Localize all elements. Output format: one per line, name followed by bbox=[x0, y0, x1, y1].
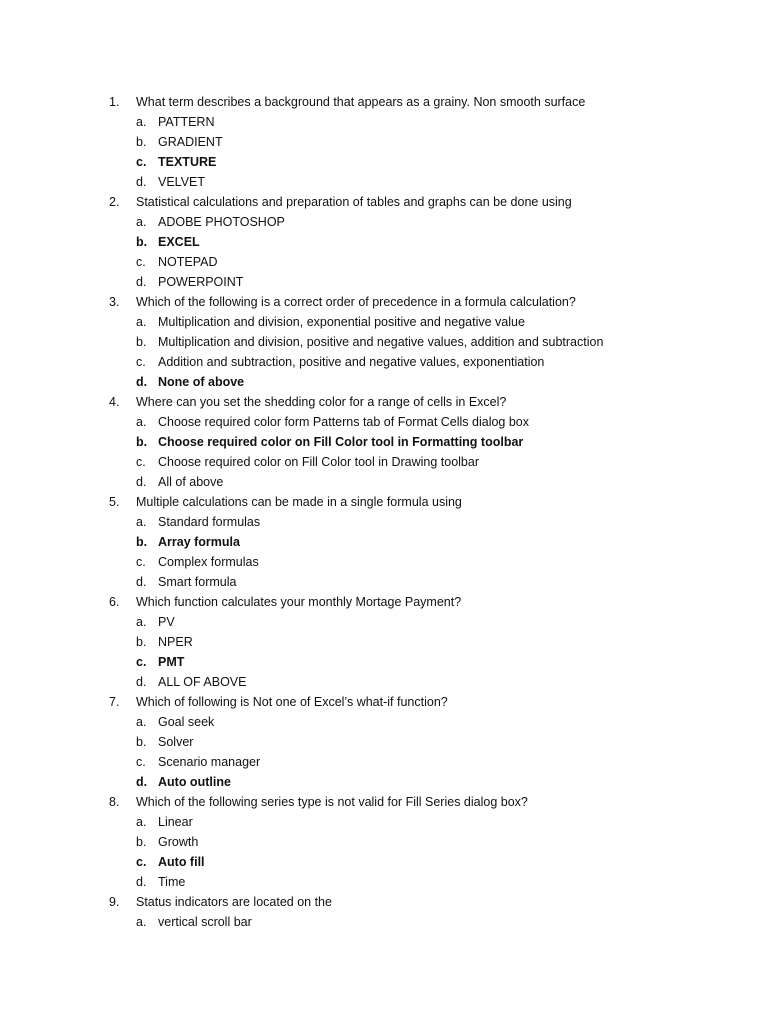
answer-option bbox=[0, 852, 768, 872]
option-text: Choose required color on Fill Color tool in Drawing toolbar bbox=[158, 455, 479, 469]
question-text: Which of following is Not one of Excel’s what-if function? bbox=[136, 695, 448, 709]
option-letter: a. bbox=[136, 615, 147, 629]
question-number: 9. bbox=[109, 895, 120, 909]
option-text: Multiplication and division, positive and negative values, addition and subtraction bbox=[158, 335, 604, 349]
option-letter: c. bbox=[136, 355, 146, 369]
question-list bbox=[0, 92, 768, 932]
question-number: 2. bbox=[109, 195, 120, 209]
option-letter: a. bbox=[136, 915, 147, 929]
answer-option bbox=[0, 472, 768, 492]
option-text: Solver bbox=[158, 735, 194, 749]
answer-option bbox=[0, 632, 768, 652]
option-letter: d. bbox=[136, 275, 147, 289]
answer-option bbox=[0, 912, 768, 932]
option-text: ALL OF ABOVE bbox=[158, 675, 247, 689]
option-text: Choose required color form Patterns tab of Format Cells dialog box bbox=[158, 415, 530, 429]
question-text: Which of the following series type is not valid for Fill Series dialog box? bbox=[136, 795, 528, 809]
option-letter: c. bbox=[136, 755, 146, 769]
question-4 bbox=[0, 392, 768, 412]
answer-option bbox=[0, 432, 768, 452]
answer-option bbox=[0, 272, 768, 292]
option-letter: d. bbox=[136, 775, 148, 789]
question-number: 3. bbox=[109, 295, 120, 309]
question-9 bbox=[0, 892, 768, 912]
option-letter: d. bbox=[136, 475, 147, 489]
option-text: Choose required color on Fill Color tool in Formatting toolbar bbox=[158, 435, 524, 449]
option-text: GRADIENT bbox=[158, 135, 223, 149]
option-text: Addition and subtraction, positive and negative values, exponentiation bbox=[158, 355, 545, 369]
answer-option bbox=[0, 232, 768, 252]
option-letter: c. bbox=[136, 255, 146, 269]
option-letter: c. bbox=[136, 855, 147, 869]
answer-option bbox=[0, 372, 768, 392]
option-text: Auto fill bbox=[158, 855, 205, 869]
question-number: 1. bbox=[109, 95, 120, 109]
option-text: EXCEL bbox=[158, 235, 200, 249]
option-letter: a. bbox=[136, 715, 147, 729]
option-text: ADOBE PHOTOSHOP bbox=[158, 215, 285, 229]
option-text: Standard formulas bbox=[158, 515, 261, 529]
answer-option bbox=[0, 512, 768, 532]
answer-option bbox=[0, 672, 768, 692]
option-letter: a. bbox=[136, 815, 147, 829]
answer-option bbox=[0, 552, 768, 572]
option-text: TEXTURE bbox=[158, 155, 217, 169]
answer-option bbox=[0, 872, 768, 892]
answer-option bbox=[0, 452, 768, 472]
answer-option bbox=[0, 712, 768, 732]
question-text: Multiple calculations can be made in a single formula using bbox=[136, 495, 462, 509]
question-number: 4. bbox=[109, 395, 120, 409]
option-letter: a. bbox=[136, 315, 147, 329]
answer-option bbox=[0, 152, 768, 172]
option-letter: d. bbox=[136, 175, 147, 189]
option-text: PMT bbox=[158, 655, 185, 669]
answer-option bbox=[0, 772, 768, 792]
answer-option bbox=[0, 732, 768, 752]
option-text: vertical scroll bar bbox=[158, 915, 252, 929]
option-letter: a. bbox=[136, 515, 147, 529]
question-text: Which of the following is a correct order of precedence in a formula calculation? bbox=[136, 295, 576, 309]
option-text: POWERPOINT bbox=[158, 275, 244, 289]
option-letter: c. bbox=[136, 655, 147, 669]
answer-option bbox=[0, 312, 768, 332]
option-letter: b. bbox=[136, 335, 147, 349]
option-letter: b. bbox=[136, 735, 147, 749]
option-letter: b. bbox=[136, 535, 148, 549]
option-letter: c. bbox=[136, 155, 147, 169]
answer-option bbox=[0, 612, 768, 632]
answer-option bbox=[0, 112, 768, 132]
option-text: PV bbox=[158, 615, 175, 629]
option-letter: c. bbox=[136, 555, 146, 569]
question-number: 7. bbox=[109, 695, 120, 709]
option-letter: a. bbox=[136, 115, 147, 129]
question-1 bbox=[0, 92, 768, 112]
question-number: 8. bbox=[109, 795, 120, 809]
answer-option bbox=[0, 252, 768, 272]
option-letter: c. bbox=[136, 455, 146, 469]
question-2 bbox=[0, 192, 768, 212]
answer-option bbox=[0, 332, 768, 352]
answer-option bbox=[0, 652, 768, 672]
option-letter: b. bbox=[136, 835, 147, 849]
answer-option bbox=[0, 172, 768, 192]
option-letter: d. bbox=[136, 675, 147, 689]
option-letter: d. bbox=[136, 875, 147, 889]
answer-option bbox=[0, 412, 768, 432]
question-5 bbox=[0, 492, 768, 512]
option-text: Time bbox=[158, 875, 186, 889]
option-letter: a. bbox=[136, 215, 147, 229]
question-text: Where can you set the shedding color for a range of cells in Excel? bbox=[136, 395, 507, 409]
question-text: Status indicators are located on the bbox=[136, 895, 332, 909]
option-text: Goal seek bbox=[158, 715, 215, 729]
answer-option bbox=[0, 532, 768, 552]
option-text: NPER bbox=[158, 635, 193, 649]
question-number: 6. bbox=[109, 595, 120, 609]
option-text: Smart formula bbox=[158, 575, 237, 589]
answer-option bbox=[0, 352, 768, 372]
option-text: Scenario manager bbox=[158, 755, 261, 769]
option-letter: b. bbox=[136, 435, 148, 449]
question-text: What term describes a background that appears as a grainy. Non smooth surface bbox=[136, 95, 586, 109]
option-letter: d. bbox=[136, 375, 148, 389]
option-text: Linear bbox=[158, 815, 193, 829]
question-number: 5. bbox=[109, 495, 120, 509]
question-text: Which function calculates your monthly Mortage Payment? bbox=[136, 595, 462, 609]
answer-option bbox=[0, 212, 768, 232]
option-text: Complex formulas bbox=[158, 555, 259, 569]
answer-option bbox=[0, 812, 768, 832]
option-letter: d. bbox=[136, 575, 147, 589]
option-text: Multiplication and division, exponential positive and negative value bbox=[158, 315, 525, 329]
answer-option bbox=[0, 752, 768, 772]
option-text: Growth bbox=[158, 835, 199, 849]
option-text: None of above bbox=[158, 375, 245, 389]
option-text: Auto outline bbox=[158, 775, 231, 789]
question-text: Statistical calculations and preparation of tables and graphs can be done using bbox=[136, 195, 572, 209]
question-8 bbox=[0, 792, 768, 812]
answer-option bbox=[0, 132, 768, 152]
option-letter: a. bbox=[136, 415, 147, 429]
question-6 bbox=[0, 592, 768, 612]
answer-option bbox=[0, 832, 768, 852]
option-text: All of above bbox=[158, 475, 224, 489]
option-letter: b. bbox=[136, 135, 147, 149]
option-text: Array formula bbox=[158, 535, 240, 549]
option-text: NOTEPAD bbox=[158, 255, 218, 269]
option-letter: b. bbox=[136, 235, 148, 249]
answer-option bbox=[0, 572, 768, 592]
option-text: PATTERN bbox=[158, 115, 215, 129]
option-text: VELVET bbox=[158, 175, 206, 189]
question-7 bbox=[0, 692, 768, 712]
option-letter: b. bbox=[136, 635, 147, 649]
question-3 bbox=[0, 292, 768, 312]
